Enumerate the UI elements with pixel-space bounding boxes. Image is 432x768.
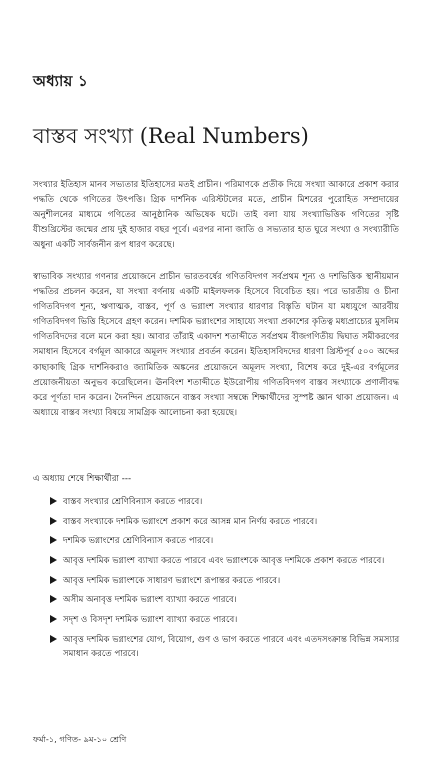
learning-objectives-list [50,495,400,667]
objective-text: অসীম অনাবৃত্ত দশমিক ভগ্নাংশ ব্যাখ্যা করতে পারবে। [63,595,237,606]
objective-text: দশমিক ভগ্নাংশের শ্রেণিবিন্যাস করতে পারবে। [63,536,214,547]
triangle-bullet-icon [50,536,57,544]
objective-item [50,613,400,628]
objective-text: বাস্তব সংখ্যার শ্রেণিবিন্যাস করতে পারবে। [63,497,203,507]
objective-item [50,534,400,549]
objective-text: বাস্তব সংখ্যাকে দশমিক ভগ্নাংশে প্রকাশ করে আসন্ন মান নির্ণয় করতে পারবে। [63,516,318,527]
intro-paragraph-history: সংখ্যার ইতিহাস মানব সভ্যতার ইতিহাসের মতই প্রাচীন। পরিমাণকে প্রতীক দিয়ে সংখ্যা আকারে প্রকাশ করার পদ্ধতি থেকে গণিতের উৎপত্তি। গ্রিক দার্শনিক এরিস্টটলের মতে, প্রাচীন মিশরের পুরোহিত সম্প্রদায়ের অনুশীলনের মাধ্যমে গণিতের আনুষ্ঠানিক অভিষেক ঘটে। তাই বলা যায় সংখ্যাভিত্তিক গণিতের সৃষ্টি যীশুখ্রিস্টের জন্মের প্রায় দুই হাজার বছর পূর্বে। এরপর নানা জাতি ও সভ্যতার হাত ঘুরে সংখ্যা ও সংখ্যারীতি অধুনা একটি সার্বজনীন রূপ ধারণ করেছে। [33,180,399,251]
triangle-bullet-icon [50,595,57,603]
objective-text: আবৃত্ত দশমিক ভগ্নাংশ ব্যাখ্যা করতে পারবে এবং ভগ্নাংশকে আবৃত্ত দশমিকে প্রকাশ করতে পারবে। [63,556,385,567]
objective-text: আবৃত্ত দশমিক ভগ্নাংশের যোগ, বিয়োগ, গুণ ও ভাগ করতে পারবে এবং এতদসংক্রান্ত বিভিন্ন সমস্যার সমাধান করতে পারবে। [63,634,400,660]
objective-item [50,554,400,569]
triangle-bullet-icon [50,497,57,505]
page-footer: ফর্মা-১, গণিত- ৯ম-১০ শ্রেণি [33,734,127,744]
triangle-bullet-icon [50,615,57,623]
objective-item [50,574,400,589]
objective-text: সদৃশ ও বিসদৃশ দশমিক ভগ্নাংশ ব্যাখ্যা করতে পারবে। [63,615,238,626]
objective-item [50,633,400,662]
objective-item [50,593,400,608]
objective-item [50,495,400,510]
chapter-title: বাস্তব সংখ্যা (Real Numbers) [33,124,309,148]
intro-paragraph-development: স্বাভাবিক সংখ্যার গণনার প্রয়োজনে প্রাচীন ভারতবর্ষের গণিতবিদগণ সর্বপ্রথম শূন্য ও দশভিত্তিক স্থানীয়মান পদ্ধতির প্রচলন করেন, যা সংখ্যা বর্ণনায় একটি মাইলফলক হিসেবে বিবেচিত হয়। পরে ভারতীয় ও চীনা গণিতবিদগণ শূন্য, ঋণাত্মক, বাস্তব, পূর্ণ ও ভগ্নাংশ সংখ্যার ধারণার বিস্তৃতি ঘটান যা মধ্যযুগে আরবীয় গণিতবিদগণ ভিত্তি হিসেবে গ্রহণ করেন। দশমিক ভগ্নাংশের সাহায্যে সংখ্যা প্রকাশের কৃতিত্ব মধ্যপ্রাচ্যের মুসলিম গণিতবিদদের বলে মনে করা হয়। আবার তাঁরাই একাদশ শতাব্দীতে সর্বপ্রথম বীজগণিতীয় দ্বিঘাত সমীকরণের সমাধান হিসেবে বর্গমূল আকারে অমূলদ সংখ্যার প্রবর্তন করেন। ইতিহাসবিদদের ধারণা খ্রিস্টপূর্ব ৫০০ অব্দের কাছাকাছি গ্রিক দার্শনিকরাও জ্যামিতিক অঙ্কনের প্রয়োজনে অমূলদ সংখ্যা, বিশেষ করে দুই-এর বর্গমূলের প্রয়োজনীয়তা অনুভব করেছিলেন। ঊনবিংশ শতাব্দীতে ইউরোপীয় গণিতবিদগণ বাস্তব সংখ্যাকে প্রণালীবদ্ধ করে পূর্ণতা দান করেন। দৈনন্দিন প্রয়োজনে বাস্তব সংখ্যা সম্বন্ধে শিক্ষার্থীদের সুস্পষ্ট জ্ঞান থাকা প্রয়োজন। এ অধ্যায়ে বাস্তব সংখ্যা বিষয়ে সামগ্রিক আলোচনা করা হয়েছে। [33,272,399,418]
objective-item [50,515,400,530]
objectives-intro: এ অধ্যায় শেষে শিক্ষার্থীরা --- [33,474,132,484]
triangle-bullet-icon [50,556,57,564]
chapter-label: অধ্যায় ১ [33,72,88,90]
triangle-bullet-icon [50,635,57,643]
triangle-bullet-icon [50,576,57,584]
triangle-bullet-icon [50,517,57,525]
objective-text: আবৃত্ত দশমিক ভগ্নাংশকে সাধারণ ভগ্নাংশে রূপান্তর করতে পারবে। [63,575,281,586]
